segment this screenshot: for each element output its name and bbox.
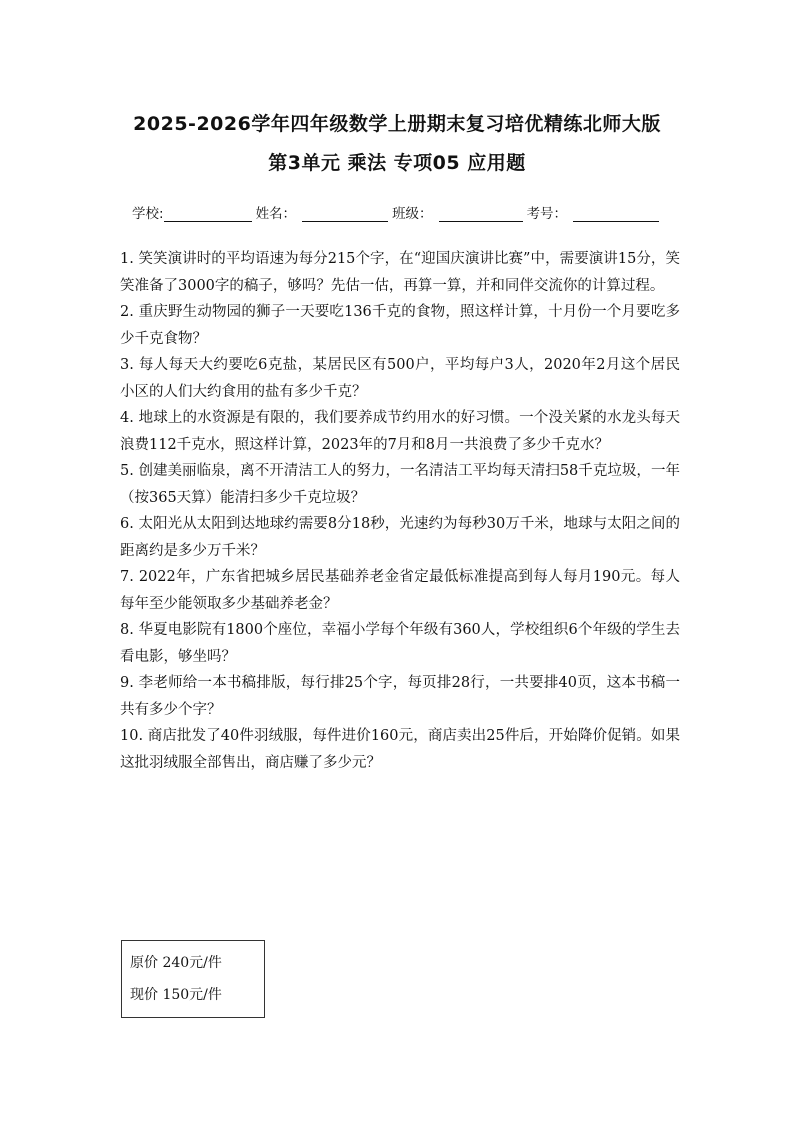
question-list [120, 246, 680, 776]
question-item: 2. 重庆野生动物园的狮子一天要吃136千克的食物，照这样计算，十月份一个月要吃多少千克食物？ [120, 304, 680, 347]
name-blank [302, 205, 388, 222]
question-item: 7. 2022年，广东省把城乡居民基础养老金省定最低标准提高到每人每月190元。每人每年至少能领取多少基础养老金？ [120, 569, 680, 612]
question-item: 8. 华夏电影院有1800个座位，幸福小学每个年级有360人，学校组织6个年级的学生去看电影，够坐吗？ [120, 622, 680, 665]
school-blank [164, 205, 252, 222]
name-label: 姓名： [255, 206, 297, 222]
page-title: 2025-2026学年四年级数学上册期末复习培优精练北师大版 [133, 113, 661, 135]
question-item: 3. 每人每天大约要吃6克盐，某居民区有500户，平均每户3人，2020年2月这个居民小区的人们大约食用的盐有多少千克？ [120, 357, 680, 400]
question-item: 5. 创建美丽临泉，离不开清洁工人的努力，一名清洁工平均每天清扫58千克垃圾，一年（按365天算）能清扫多少千克垃圾？ [120, 463, 680, 506]
class-blank [439, 205, 523, 222]
class-label: 班级： [392, 206, 433, 222]
question-item: 10. 商店批发了40件羽绒服，每件进价160元，商店卖出25件后，开始降价促销。如果这批羽绒服全部售出，商店赚了多少元？ [120, 728, 680, 771]
price-box [121, 940, 265, 1018]
question-item: 4. 地球上的水资源是有限的，我们要养成节约用水的好习惯。一个没关紧的水龙头每天浪费112千克水，照这样计算，2023年的7月和8月一共浪费了多少千克水？ [120, 410, 680, 453]
page-subtitle: 第3单元 乘法 专项05 应用题 [268, 152, 526, 174]
school-label: 学校: [132, 206, 164, 222]
question-item: 6. 太阳光从太阳到达地球约需要8分18秒，光速约为每秒30万千米，地球与太阳之间的距离约是多少万千米？ [120, 516, 680, 559]
exam-number-blank [573, 205, 659, 222]
current-price: 现价 150元/件 [130, 987, 222, 1003]
question-item: 1. 笑笑演讲时的平均语速为每分215个字，在“迎国庆演讲比赛”中，需要演讲15分，笑笑准备了3000字的稿子，够吗？先估一估，再算一算，并和同伴交流你的计算过程。 [120, 251, 680, 294]
student-info-row [132, 202, 663, 222]
question-item: 9. 李老师给一本书稿排版，每行排25个字，每页排28行，一共要排40页，这本书稿一共有多少个字？ [120, 675, 680, 718]
original-price: 原价 240元/件 [130, 955, 222, 971]
exam-number-label: 考号： [526, 206, 568, 222]
